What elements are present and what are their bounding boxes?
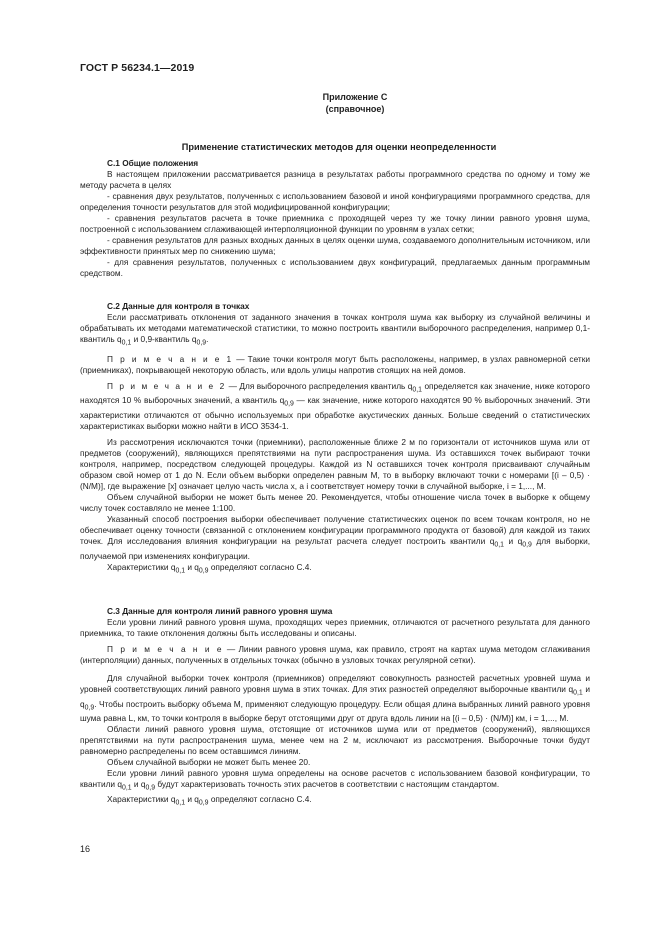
paragraph: Если уровни линий равного уровня шума, проходящих через приемник, отличаются от расчетного результата для данного приемника, то такие отклонения должны быть исследованы и описаны. (80, 617, 590, 638)
section-heading: С.2 Данные для контроля в точках (107, 301, 250, 311)
section-c3 (80, 606, 590, 809)
paragraph: Характеристики $q_{0,1}$ и $q_{0,9}$ определяют согласно С.4. (107, 793, 312, 807)
paragraph: Характеристики $q_{0,1}$ и $q_{0,9}$ определяют согласно С.4. (107, 561, 312, 575)
standard-header: ГОСТ Р 56234.1—2019 (80, 62, 195, 74)
section-heading: С.1 Общие положения (107, 158, 199, 168)
paragraph: Объем случайной выборки не может быть менее 20. (107, 757, 311, 768)
paragraph: В настоящем приложении рассматривается разница в результатах работы программного средства по одному и тому же методу расчета в целях (80, 169, 590, 190)
appendix-kind: (справочное) (325, 104, 385, 114)
page-number: 16 (80, 844, 91, 854)
paragraph: Если рассматривать отклонения от заданного значения в точках контроля шума как выборку из случайной величины и обрабатывать их методами математической статистики, то можно построить квантили выборочного распределения, например 0,1-квантиль $q_{0,1}$ и 0,9-квантиль $q_{0,9}$. (80, 312, 590, 347)
list-item: - сравнения результатов расчета в точке приемника с проходящей через ту же точку линии равного уровня шума, построенной с использованием сглаживающей интерполяционной функции по уровням в узлах сетки; (80, 213, 590, 234)
note: П р и м е ч а н и е — Линии равного уровня шума, как правило, строят на картах шума методом сглаживания (интерполяции) данных, полученных в отдельных точках (обычно в узловых точках регулярной сетки). (80, 644, 590, 665)
section-heading: С.3 Данные для контроля линий равного уровня шума (107, 606, 333, 616)
section-c2 (80, 301, 590, 576)
list-item: - сравнения двух результатов, полученных с использованием базовой и иной конфигурациями программного средства, для определения точности результатов для этой модифицированной конфигурации; (80, 191, 590, 212)
note: П р и м е ч а н и е 2 — Для выборочного распределения квантиль $q_{0,1}$ определяется как значение, ниже которого находятся 10 % выборочных значений, а квантиль $q_{0,9}$ — как значение, ниже которого находятся 90 % выборочных значений. Эти характеристики отличаются от обычно используемых при обработке акустических данных. Больше сведений о статистических характеристиках выборки можно найти в ИСО 3534-1. (80, 380, 591, 431)
appendix-title: Применение статистических методов для оценки неопределенности (181, 142, 497, 152)
section-c1 (80, 158, 590, 279)
list-item: - для сравнения результатов, полученных с использованием двух конфигураций, предлагаемых данным программным средством. (80, 257, 590, 278)
paragraph: Объем случайной выборки не может быть менее 20. Рекомендуется, чтобы отношение числа точек в выборке к общему числу точек составляло не менее 1:100. (80, 491, 590, 513)
list-item: - сравнения результатов для разных входных данных в целях оценки шума, создаваемого дополнительным источником, или эффективности принятых мер по снижению шума; (80, 235, 590, 256)
paragraph: Из рассмотрения исключаются точки (приемники), расположенные ближе 2 м по горизонтали от источников шума или от предметов (сооружений), являющихся препятствиями на пути распространения шума. Из оставшихся точек выбирают точки контроля, например, посредством следующей процедуры. Каждой из N оставшихся точек контроля присваивают случайным образом свой номер от 1 до N. Если объем выборки определен равным M, то в выборку включают точки с номерами [(i – 0,5) · (N/M)], где выражение [x] означает целую часть числа x, а i соответствует номеру точки в случайной выборке, i = 1,..., M. (80, 436, 590, 491)
paragraph: Указанный способ построения выборки обеспечивает получение статистических оценок по всем точкам контроля, но не обеспечивает оценку точности (связанной с отклонением конфигурации программного продукта от базовой) для каждой из таких точек. Для исследования влияния конфигурации на результат расчета следует построить квантили $q_{0,1}$ и $q_{0,9}$ для выборки, получаемой при изменениях конфигурации. (80, 513, 591, 561)
paragraph: Области линий равного уровня шума, отстоящие от источников шума или от предметов (сооружений), являющихся препятствиями на пути распространения шума, менее чем на 2 м, исключают из рассмотрения. Выборочные точки будут равномерно распределены по всем оставшимся линиям. (80, 724, 590, 757)
paragraph: Если уровни линий равного уровня шума определены на основе расчетов с использованием базовой конфигурации, то квантили $q_{0,1}$ и $q_{0,9}$ будут характеризовать точность этих расчетов в соответствии с настоящим стандартом. (80, 768, 590, 792)
appendix-label: Приложение С (322, 92, 388, 102)
paragraph: Для случайной выборки точек контроля (приемников) определяют совокупность разностей расчетных уровней шума и уровней соответствующих линий равного уровня шума в этих точках. Для этих разностей определяют выборочные квантили $q_{0,1}$ и $q_{0,9}$. Чтобы построить выборку объема M, применяют следующую процедуру. Если общая длина выбранных линий равного уровня шума равна L, км, то точки контроля в выборке берут отстоящими друг от друга вдоль линии на [(i – 0,5) · (N/M)] км, i = 1,..., M. (80, 673, 591, 724)
note: П р и м е ч а н и е 1 — Такие точки контроля могут быть расположены, например, в узлах равномерной сетки (приемниках), покрывающей некоторую область, или вдоль улицы напротив стоящих на ней домов. (80, 353, 590, 375)
